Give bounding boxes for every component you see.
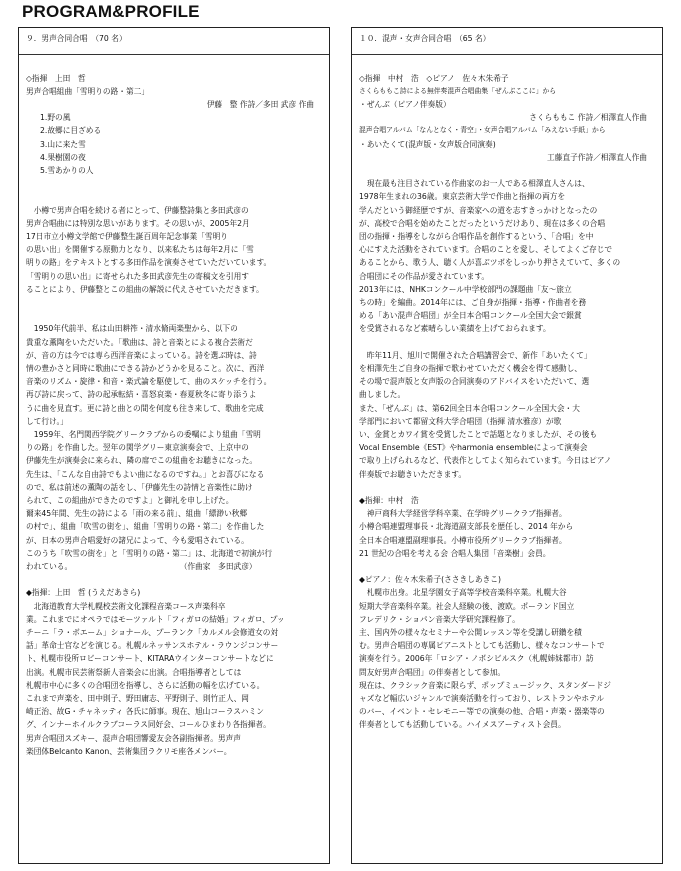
text-line: 2013年には、NHKコンクール中学校部門の課題曲「友～旅立 (359, 284, 572, 294)
text-line: 明りの路」をテキストとする多田作品を演奏させていただいています。 (26, 258, 272, 268)
text-line: 札幌市中心に多くの合唱団を指導し、さらに活動の幅を広げている。 (26, 680, 265, 690)
text-line: 伴奏版でお聴きいただきます。 (359, 469, 467, 479)
text-line: 男声合唱曲には特別な思いがあります。その思いが、2005年2月 (26, 218, 250, 228)
suite-title: 男声合唱組曲「雪明りの路・第二」 (26, 86, 150, 96)
song-title: ・ぜんぶ（ピアノ伴奏版） (359, 99, 451, 109)
text-line: 北海道教育大学札幌校芸術文化課程音楽コース声楽科卒 (33, 601, 226, 611)
conductor-line: ◇指揮 中村 浩 ◇ピアノ 佐々木朱希子 (359, 73, 509, 83)
text-line: 問友好男声合唱団」の伴奏者として参加。 (359, 667, 506, 677)
text-line: 団の指揮・指導をしながら合唱作品を創作するという、「合唱」を中 (359, 232, 594, 241)
album-note: 混声合唱アルバム「なんとなく・青空」・女声合唱アルバム「みえない手紙」から (359, 126, 606, 135)
text-line: 1950年代前半、私は山田耕筰・清水脩両楽聖から、以下の (33, 324, 238, 334)
text-line: 伊藤先生が演奏会に来られ、隣の席でこの組曲をお聴きになった。 (26, 456, 258, 466)
text-line: む。男声合唱団の専属ピアニストとしても活動し、様々なコンサートで (359, 641, 605, 651)
text-line: 21 世紀の合唱を考える会 合唱人集団「音楽樹」会員。 (359, 548, 551, 558)
text-line: このうち「吹雪の街を」と「雪明りの路・第二」は、北海道で初演が行 (26, 548, 273, 558)
text-line: 小樽合唱連盟理事長・北海道副支部長を歴任し、2014 年から (359, 522, 574, 532)
text-line: のバー、イベント・セレモニー等での演奏の他、合唱・声楽・器楽等の (359, 707, 605, 717)
text-line: の村で」、組曲「吹雪の街を」、組曲「雪明りの路・第二」を作曲した (26, 522, 265, 532)
text-line: 学んだという御経歴ですが、音楽家への道を志すきっかけとなったの (359, 205, 598, 215)
profile-heading: ◆指揮：上田 哲 (うえだあきら) (26, 588, 141, 598)
text-line: を受賞されるなど素晴らしい業績を上げておられます。 (359, 324, 551, 334)
text-line: を相澤先生ご自身の指揮で歌わせていただく機会を得て感動し、 (359, 364, 582, 374)
song-item: 4.果樹園の夜 (40, 152, 86, 162)
text-line: して行け。」 (26, 416, 68, 426)
text-line: 楽団体Belcanto Kanon、芸術集団ラクリモ座各メンバー。 (26, 746, 232, 756)
text-line: りの路」を作曲した。翌年の関学グリー東京演奏会で、上京中の (26, 443, 249, 453)
page-title: PROGRAM&PROFILE (22, 2, 200, 21)
text-line: 昨年11月、旭川で開催された合唱講習会で、新作「あいたくて」 (366, 350, 592, 360)
composer-credit: 伊藤 整 作詩／多田 武彦 作曲 (206, 99, 314, 109)
song-item: 2.故郷に目ざめる (40, 126, 102, 136)
text-line: 17日市立小樽文学館で伊藤整生誕百周年記念事業「雪明り (26, 231, 228, 241)
text-line: ので、私は前述の薫陶の話をし、「伊藤先生の詩情と音楽性に助け (26, 482, 253, 492)
text-line: 男声合唱団スズキー、混声合唱団響愛友会各副指揮者。男声声 (26, 733, 241, 743)
text-line: 心にすえた活動をされています。合唱のことを愛し、そしてよくご存じで (359, 245, 613, 255)
text-line: ることにより、伊藤整とこの組曲の解説に代えさせていただきます。 (26, 284, 264, 294)
text-line: 「雪明りの思い出」に寄せられた多田武彦先生の寄稿文を引用す (26, 271, 249, 281)
text-line: Vocal Ensemble《EST》やharmonia ensembleによって演奏会 (359, 443, 588, 453)
pianist-profile (359, 586, 655, 731)
text-line: 短期大学音楽科卒業。社会人経験の後、渡欧。ポーランド国立 (359, 601, 575, 611)
text-line: 伴奏者としても活動している。ハイメスアーティスト会員。 (359, 720, 566, 730)
text-line: 崎正治、故G・チャネッティ 各氏に師事。現在、旭山コーラスハミン (26, 707, 264, 717)
text-line: 小樽で男声合唱を続ける者にとって、伊藤整詩集と多田武彦の (33, 205, 249, 215)
text-line: 学部門において都留文科大学合唱団（指揮 清水雅彦）が歌 (359, 416, 562, 426)
song-item: 5.雪あかりの人 (40, 166, 94, 175)
text-line: の思い出」を開催する原動力となり、以来私たちは毎年2月に「雪 (26, 245, 254, 255)
text-line: 爾来45年間、先生の詩による「雨の来る前」、組曲「縹渺い秋郷 (26, 509, 248, 519)
text-line: ちの時」を編曲。2014年には、ご自身が指揮・指導・作曲者を務 (359, 298, 587, 308)
conductor-line: ◇指揮 上田 哲 (26, 73, 86, 83)
program-heading: ９．男声合同合唱 （70 名） (26, 34, 127, 43)
text-line: われている。 （作曲家 多田武彦） (26, 562, 257, 572)
program-column-left (18, 27, 330, 864)
text-line: が、高校で合唱を始めたことだったというだけあり、現在は多くの合唱 (359, 218, 606, 228)
commentary-paragraph (26, 204, 322, 296)
text-line: 1959年、名門関西学院グリークラブからの委嘱により組曲「雪明 (33, 430, 261, 439)
commentary-paragraph (359, 177, 655, 335)
text-line: 合唱団にその作品が愛されています。 (359, 271, 490, 281)
text-line: 出演。札幌市民芸術祭新人音楽会に出演。合唱指導者としては (26, 667, 242, 677)
text-line: 曲しました。 (359, 390, 406, 400)
quote-paragraph (26, 322, 322, 428)
text-line: い、金賞とカワイ賞を受賞したことで話題となりましたが、その後も (359, 430, 598, 440)
text-line: 貴重な薫陶をいただいた。「歌曲は、詩と音楽とによる複合芸術だ (26, 337, 253, 347)
text-line: が、音の方は今では専ら西洋音楽によっている。詩を選ぶ時は、詩 (26, 350, 257, 360)
text-line: あることから、歌う人、聴く人が喜ぶツボをしっかり押さえていて、多くの (359, 258, 621, 268)
conductor-profile (26, 600, 322, 758)
text-line: られて、この組曲ができたのですよ」と御礼を申し上げた。 (26, 496, 234, 506)
song-item: 3.山に来た雪 (40, 139, 86, 149)
text-line: 情の豊かさと同時に歌曲にできる詩かどうかを見ること。次に、西洋 (26, 363, 265, 373)
column-divider (352, 54, 662, 55)
program-heading: １０．混声・女声合同合唱 （65 名） (359, 34, 491, 43)
column-divider (19, 54, 329, 55)
commentary-paragraph (359, 349, 655, 481)
text-line: うに曲を見直す。更に詩と曲との間を何度も往き来して、歌曲を完成 (26, 403, 264, 413)
text-line: 話」革命士官などを演じる。札幌ルネッサンスホテル・ラウンジコンサー (26, 641, 279, 651)
composer-credit: さくらももこ 作詩／相澤直人作曲 (529, 113, 647, 123)
text-line: グ、インナーホイルクラブコーラス同好会、コールひまわり各指揮者。 (26, 720, 271, 730)
song-title: ・あいたくて(混声版・女声版合同演奏) (359, 139, 496, 149)
text-line: 先生は、「こんな自由詩でもよい曲になるのですね。」とお喜びになる (26, 469, 265, 479)
text-line: 再び詩に戻って、詩の起承転結・喜怒哀楽・春夏秋冬に寄り添うよ (26, 390, 257, 400)
text-line: これまで声楽を、田中則子、野田庸志、平野則子、則竹正人、岡 (26, 694, 249, 704)
text-line: フレデリク・ショパン音楽大学研究課程修了。 (359, 614, 520, 624)
text-line: で取り上げられるなど、代表作としてよく知られています。今日はピアノ (359, 456, 612, 466)
text-line: 演奏を行う。2006年「ロシア・ノボシビルスク（札幌姉妹都市）訪 (359, 654, 594, 664)
text-line: 業。これまでにオペラではモーツァルト「フィガロの結婚」フィガロ、プッ (26, 614, 285, 624)
text-line: 現在は、クラシック音楽に限らず、ポップミュージック、スタンダードジ (359, 680, 611, 690)
text-line: ト、札幌市役所ロビーコンサート、KITARAウインターコンサートなどに (26, 654, 274, 664)
text-line: 音楽のリズム・旋律・和音・楽式論を駆使して、曲のスケッチを行う。 (26, 377, 272, 387)
text-line: 札幌市出身。北星学園女子高等学校音楽科卒業。札幌大谷 (366, 588, 567, 598)
text-line: チーニ「ラ・ボエーム」ショナール、プーランク「カルメル会修道女の対 (26, 628, 279, 638)
profile-heading: ◆指揮：中村 浩 (359, 496, 419, 506)
album-note: さくらももこ詩による無伴奏混声合唱曲集「ぜんぶここに」から (359, 86, 557, 95)
history-paragraph (26, 428, 322, 573)
song-list (26, 111, 322, 177)
program-column-right (351, 27, 663, 864)
text-line: 主、国内外の様々なセミナーや公開レッスン等を受講し研鑽を積 (359, 628, 582, 638)
text-line: ャズなど幅広いジャンルで演奏活動を行っており、レストランやホテル (359, 694, 605, 704)
text-line: が、日本の男声合唱愛好の諸兄によって、今も愛唱されている。 (26, 535, 249, 545)
conductor-profile (359, 507, 655, 560)
text-line: 1978年生まれの36歳。東京芸術大学で作曲と指揮の両方を (359, 192, 566, 202)
composer-credit: 工藤直子作詩／相澤直人作曲 (547, 152, 647, 162)
text-line: 神戸商科大学経営学科卒業、在学時グリークラブ指揮者。 (366, 509, 567, 519)
text-line: 現在最も注目されている作曲家のお一人である相澤直人さんは、 (366, 179, 590, 189)
text-line: める「あい混声合唱団」が全日本合唱コンクール全国大会で銀賞 (359, 311, 582, 321)
text-line: また、「ぜんぶ」は、第62回全日本合唱コンクール全国大会・大 (359, 403, 580, 413)
profile-heading: ◆ピアノ：佐々木朱希子(ささきしあきこ) (359, 575, 501, 585)
text-line: 全日本合唱連盟副理事長。小樽市役所グリークラブ指揮者。 (359, 535, 567, 545)
text-line: その場で混声版と女声版の合同演奏のアドバイスをいただいて、選 (359, 377, 590, 387)
song-item: 1.野の風 (40, 113, 71, 123)
